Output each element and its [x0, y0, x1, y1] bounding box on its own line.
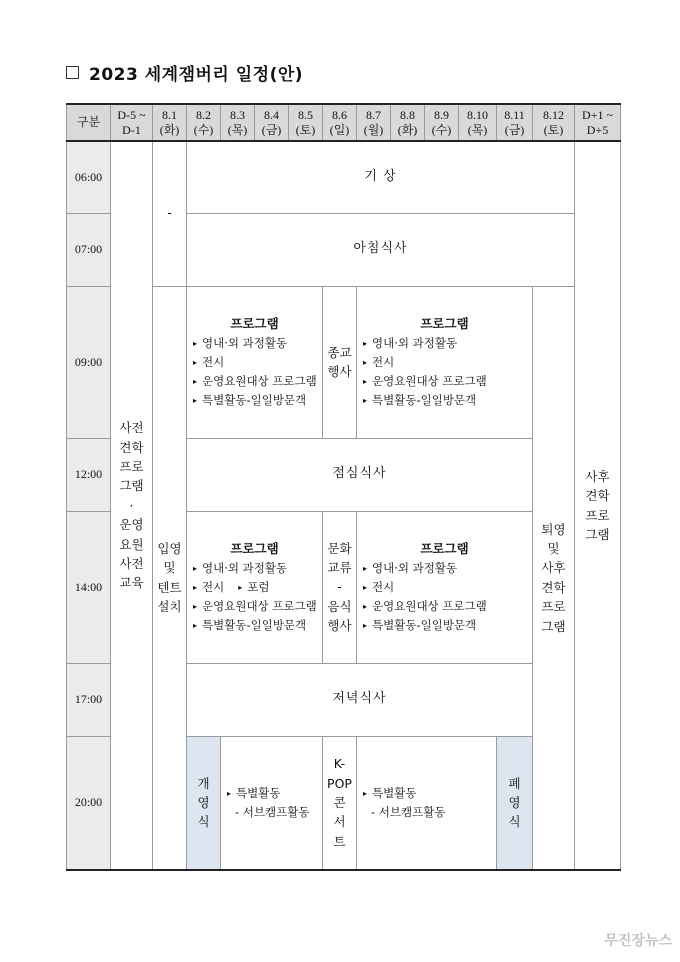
header-category: 구분 — [67, 104, 111, 141]
list-item: ▸ 운영요원대상 프로그램 — [363, 372, 532, 391]
pre-program-cell: 사전 견학 프로 그램 · 운영 요원 사전 교육 — [111, 141, 153, 870]
list-item: ▸ 특별활동-일일방문객 — [363, 391, 532, 410]
list-item: ▸ 특별활동 — [363, 784, 496, 803]
program-title: 프로그램 — [230, 540, 279, 556]
title-text: 2023 세계잼버리 일정(안) — [89, 65, 304, 85]
header-post: D+1 ~ D+5 — [575, 104, 621, 141]
breakfast-cell: 아침식사 — [187, 213, 575, 286]
list-item: ▸ 특별활동-일일방문객 — [363, 616, 532, 635]
watermark-logo: 무진장뉴스 — [604, 933, 672, 949]
header-day: 8.10 (목) — [459, 104, 497, 141]
checkbox-icon — [66, 66, 79, 79]
header-day: 8.3 (목) — [221, 104, 255, 141]
list-item: ▸ 운영요원대상 프로그램 — [363, 597, 532, 616]
list-item: ▸ 영내·외 과정활동 — [193, 559, 322, 578]
header-day: 8.8 (화) — [391, 104, 425, 141]
culture-event-cell: 문화 교류 - 음식 행사 — [323, 511, 357, 663]
religious-event-cell: 종교 행사 — [323, 286, 357, 438]
header-day: 8.4 (금) — [255, 104, 289, 141]
opening-ceremony-cell: 개 영 식 — [187, 736, 221, 870]
special-activity-cell — [357, 736, 497, 870]
header-pre: D-5 ~ D-1 — [111, 104, 153, 141]
program-cell — [187, 286, 323, 438]
list-item: ▸ 전시▸ 포럼 — [193, 578, 322, 597]
time-cell: 09:00 — [67, 286, 111, 438]
header-day: 8.9 (수) — [425, 104, 459, 141]
list-item: ▸ 운영요원대상 프로그램 — [193, 372, 322, 391]
dash-cell: - — [153, 141, 187, 286]
list-item: ▸ 영내·외 과정활동 — [363, 559, 532, 578]
post-program-cell: 사후 견학 프로 그램 — [575, 141, 621, 870]
header-day: 8.7 (월) — [357, 104, 391, 141]
lunch-cell: 점심식사 — [187, 438, 533, 511]
list-subitem: - 서브캠프활동 — [235, 804, 310, 819]
list-item: ▸ 특별활동-일일방문객 — [193, 616, 322, 635]
header-day: 8.5 (토) — [289, 104, 323, 141]
header-day: 8.11 (금) — [497, 104, 533, 141]
forum-item: ▸ 포럼 — [238, 580, 269, 594]
time-cell: 07:00 — [67, 213, 111, 286]
list-item: ▸ 영내·외 과정활동 — [193, 334, 322, 353]
program-cell — [357, 286, 533, 438]
header-day: 8.1 (화) — [153, 104, 187, 141]
row-0600 — [67, 141, 621, 213]
list-item: ▸ 특별활동 — [227, 784, 322, 803]
list-item: ▸ 전시 — [193, 353, 322, 372]
schedule-table — [66, 103, 621, 871]
dinner-cell: 저녁식사 — [187, 663, 533, 736]
special-activity-cell — [221, 736, 323, 870]
closing-ceremony-cell: 폐 영 식 — [497, 736, 533, 870]
list-item: ▸ 특별활동-일일방문객 — [193, 391, 322, 410]
list-item: ▸ 전시 — [363, 353, 532, 372]
header-day: 8.12 (토) — [533, 104, 575, 141]
header-day: 8.6 (일) — [323, 104, 357, 141]
time-cell: 12:00 — [67, 438, 111, 511]
list-subitem: - 서브캠프활동 — [371, 804, 446, 819]
list-item: ▸ 영내·외 과정활동 — [363, 334, 532, 353]
time-cell: 20:00 — [67, 736, 111, 870]
move-out-cell: 퇴영 및 사후 견학 프로 그램 — [533, 286, 575, 870]
list-item: ▸ 운영요원대상 프로그램 — [193, 597, 322, 616]
list-item: ▸ 전시 — [363, 578, 532, 597]
time-cell: 14:00 — [67, 511, 111, 663]
program-cell — [357, 511, 533, 663]
program-title: 프로그램 — [230, 315, 279, 331]
kpop-concert-cell: K- POP 콘 서 트 — [323, 736, 357, 870]
program-title: 프로그램 — [420, 540, 469, 556]
program-cell — [187, 511, 323, 663]
header-day: 8.2 (수) — [187, 104, 221, 141]
time-cell: 06:00 — [67, 141, 111, 213]
move-in-cell: 입영 및 텐트 설치 — [153, 286, 187, 870]
wakeup-cell: 기 상 — [187, 141, 575, 213]
header-row — [67, 104, 621, 141]
time-cell: 17:00 — [67, 663, 111, 736]
page-title — [66, 60, 303, 85]
program-title: 프로그램 — [420, 315, 469, 331]
